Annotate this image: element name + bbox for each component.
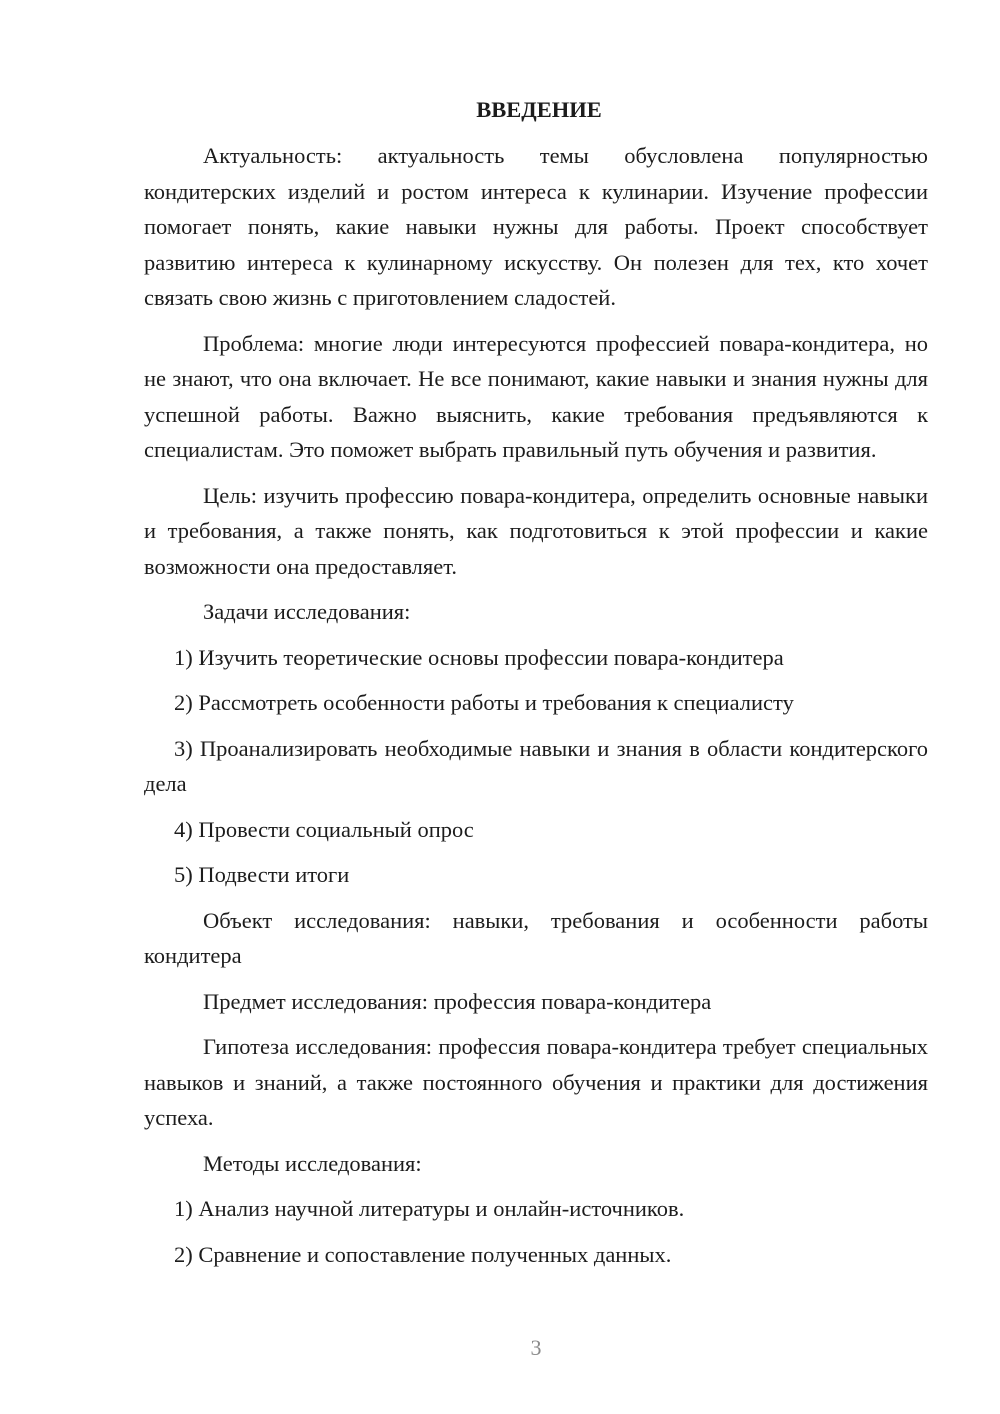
hypothesis-paragraph: Гипотеза исследования: профессия повара-кондитера требует специальных навыков и знаний, а также постоянного обучения и практики для достижения успеха. (144, 1034, 928, 1130)
task-item: 4) Провести социальный опрос (174, 816, 474, 842)
object-paragraph: Объект исследования: навыки, требования и особенности работы кондитера (144, 907, 928, 968)
page-number: 3 (530, 1335, 542, 1360)
page-title: ВВЕДЕНИЕ (476, 97, 602, 122)
task-item: 3) Проанализировать необходимые навыки и знания в области кондитерского дела (144, 735, 928, 796)
tasks-heading: Задачи исследования: (203, 599, 411, 624)
goal-paragraph: Цель: изучить профессию повара-кондитера, определить основные навыки и требования, а также понять, как подготовиться к этой профессии и какие возможности она предоставляет. (144, 482, 928, 579)
methods-heading: Методы исследования: (203, 1150, 422, 1176)
method-item: 1) Анализ научной литературы и онлайн-источников. (174, 1196, 685, 1221)
subject-paragraph: Предмет исследования: профессия повара-кондитера (203, 988, 712, 1014)
task-item: 1) Изучить теоретические основы профессии повара-кондитера (174, 644, 784, 670)
method-item: 2) Сравнение и сопоставление полученных данных. (174, 1241, 672, 1267)
document-page (144, 95, 928, 1282)
task-item: 2) Рассмотреть особенности работы и требования к специалисту (174, 690, 794, 715)
problem-paragraph: Проблема: многие люди интересуются профессией повара-кондитера, но не знают, что она включает. Не все понимают, какие навыки и знания нужны для успешной работы. Важно выяснить, какие требования предъявляются к специалистам. Это поможет выбрать правильный путь обучения и развития. (144, 330, 928, 462)
relevance-paragraph: Актуальность: актуальность темы обусловлена популярностью кондитерских изделий и ростом интереса к кулинарии. Изучение профессии помогает понять, какие навыки нужны для работы. Проект способствует развитию интереса к кулинарному искусству. Он полезен для тех, кто хочет связать свою жизнь с приготовлением сладостей. (144, 143, 928, 310)
task-item: 5) Подвести итоги (174, 862, 350, 887)
